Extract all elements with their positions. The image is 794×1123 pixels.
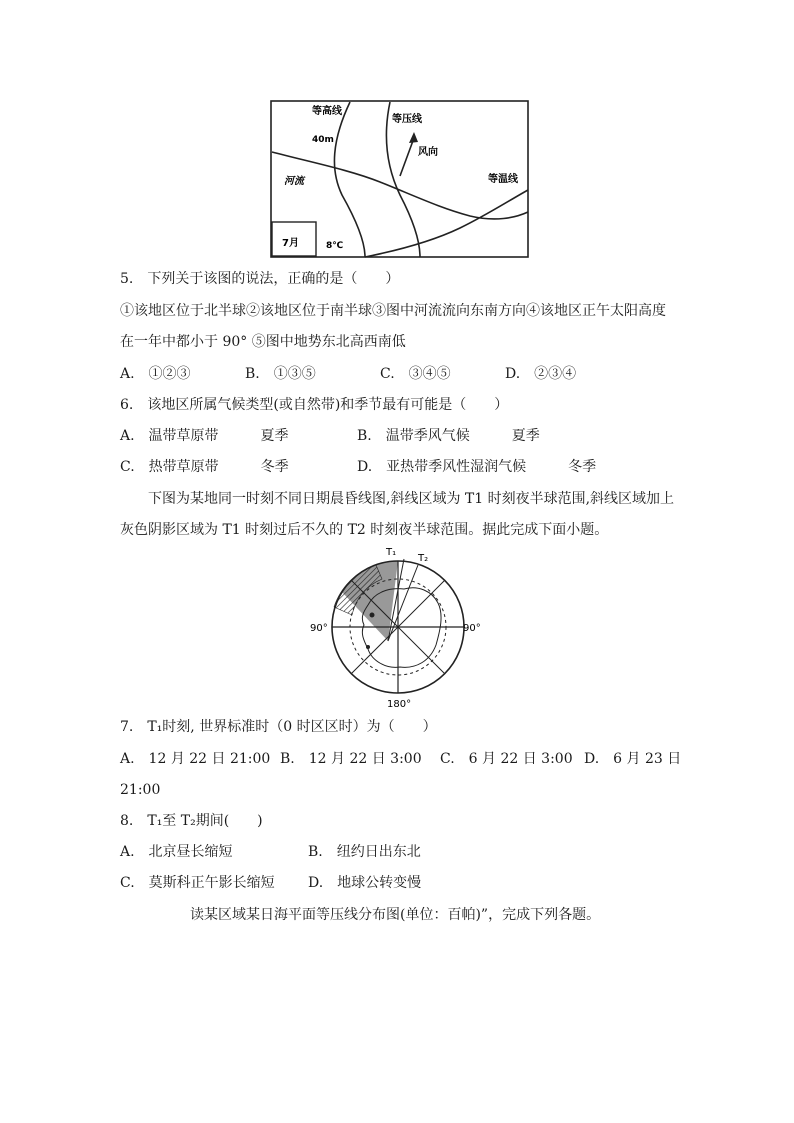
q5-stem: 5. 下列关于该图的说法，正确的是（ ） — [120, 271, 400, 287]
label-right-90: 90° — [463, 623, 481, 634]
q5-option-b: B. ①③⑤ — [245, 366, 316, 382]
figure-polar-diagram — [308, 545, 488, 710]
point-marker-2 — [366, 645, 370, 649]
label-left-90: 90° — [310, 623, 328, 634]
q8-option-d: D. 地球公转变慢 — [308, 875, 422, 891]
label-isotherm: 等温线 — [488, 174, 518, 185]
q8-option-c: C. 莫斯科正午影长缩短 — [120, 875, 275, 891]
q6-option-d: D. 亚热带季风性湿润气候 冬季 — [357, 459, 597, 475]
label-elevation: 40m — [312, 135, 334, 145]
label-wind: 风向 — [418, 147, 438, 158]
intro3-line: 读某区域某日海平面等压线分布图(单位：百帕)”，完成下列各题。 — [190, 907, 601, 923]
label-isobar: 等压线 — [392, 114, 422, 125]
point-marker-1 — [370, 613, 375, 618]
q6-option-c: C. 热带草原带 冬季 — [120, 459, 289, 475]
intro2-line1: 下图为某地同一时刻不同日期晨昏线图,斜线区域为 T1 时刻夜半球范围,斜线区域加上 — [148, 491, 675, 507]
q5-option-a: A. ①②③ — [120, 366, 191, 382]
q7-option-d-cont: 21:00 — [120, 782, 161, 798]
q8-option-a: A. 北京昼长缩短 — [120, 844, 233, 860]
q8-option-b: B. 纽约日出东北 — [308, 844, 421, 860]
q7-stem: 7. T₁时刻, 世界标准时（0 时区区时）为（ ） — [120, 719, 437, 735]
label-contour: 等高线 — [312, 106, 342, 117]
q7-option-d: D. 6 月 23 日 — [584, 751, 682, 767]
figure-contour-map — [270, 100, 530, 260]
q5-statements-1: ①该地区位于北半球②该地区位于南半球③图中河流流向东南方向④该地区正午太阳高度 — [120, 303, 666, 319]
q5-option-d: D. ②③④ — [505, 366, 577, 382]
q6-stem: 6. 该地区所属气候类型(或自然带)和季节最有可能是（ ） — [120, 397, 509, 413]
label-t1: T₁ — [386, 547, 397, 558]
intro2-line2: 灰色阴影区域为 T1 时刻过后不久的 T2 时刻夜半球范围。据此完成下面小题。 — [120, 522, 609, 538]
label-temp: 8℃ — [326, 241, 344, 251]
q7-option-c: C. 6 月 22 日 3:00 — [440, 751, 573, 767]
q6-option-b: B. 温带季风气候 夏季 — [357, 428, 540, 444]
label-t2: T₂ — [418, 553, 429, 564]
q5-option-c: C. ③④⑤ — [380, 366, 451, 382]
q7-option-a: A. 12 月 22 日 21:00 — [120, 751, 271, 767]
label-bottom-180: 180° — [387, 699, 412, 710]
q6-option-a: A. 温带草原带 夏季 — [120, 428, 289, 444]
label-river: 河流 — [284, 176, 304, 187]
q8-stem: 8. T₁至 T₂期间( ) — [120, 813, 263, 829]
label-month: 7月 — [282, 238, 299, 249]
q7-option-b: B. 12 月 22 日 3:00 — [280, 751, 422, 767]
q5-statements-2: 在一年中都小于 90° ⑤图中地势东北高西南低 — [120, 334, 406, 350]
